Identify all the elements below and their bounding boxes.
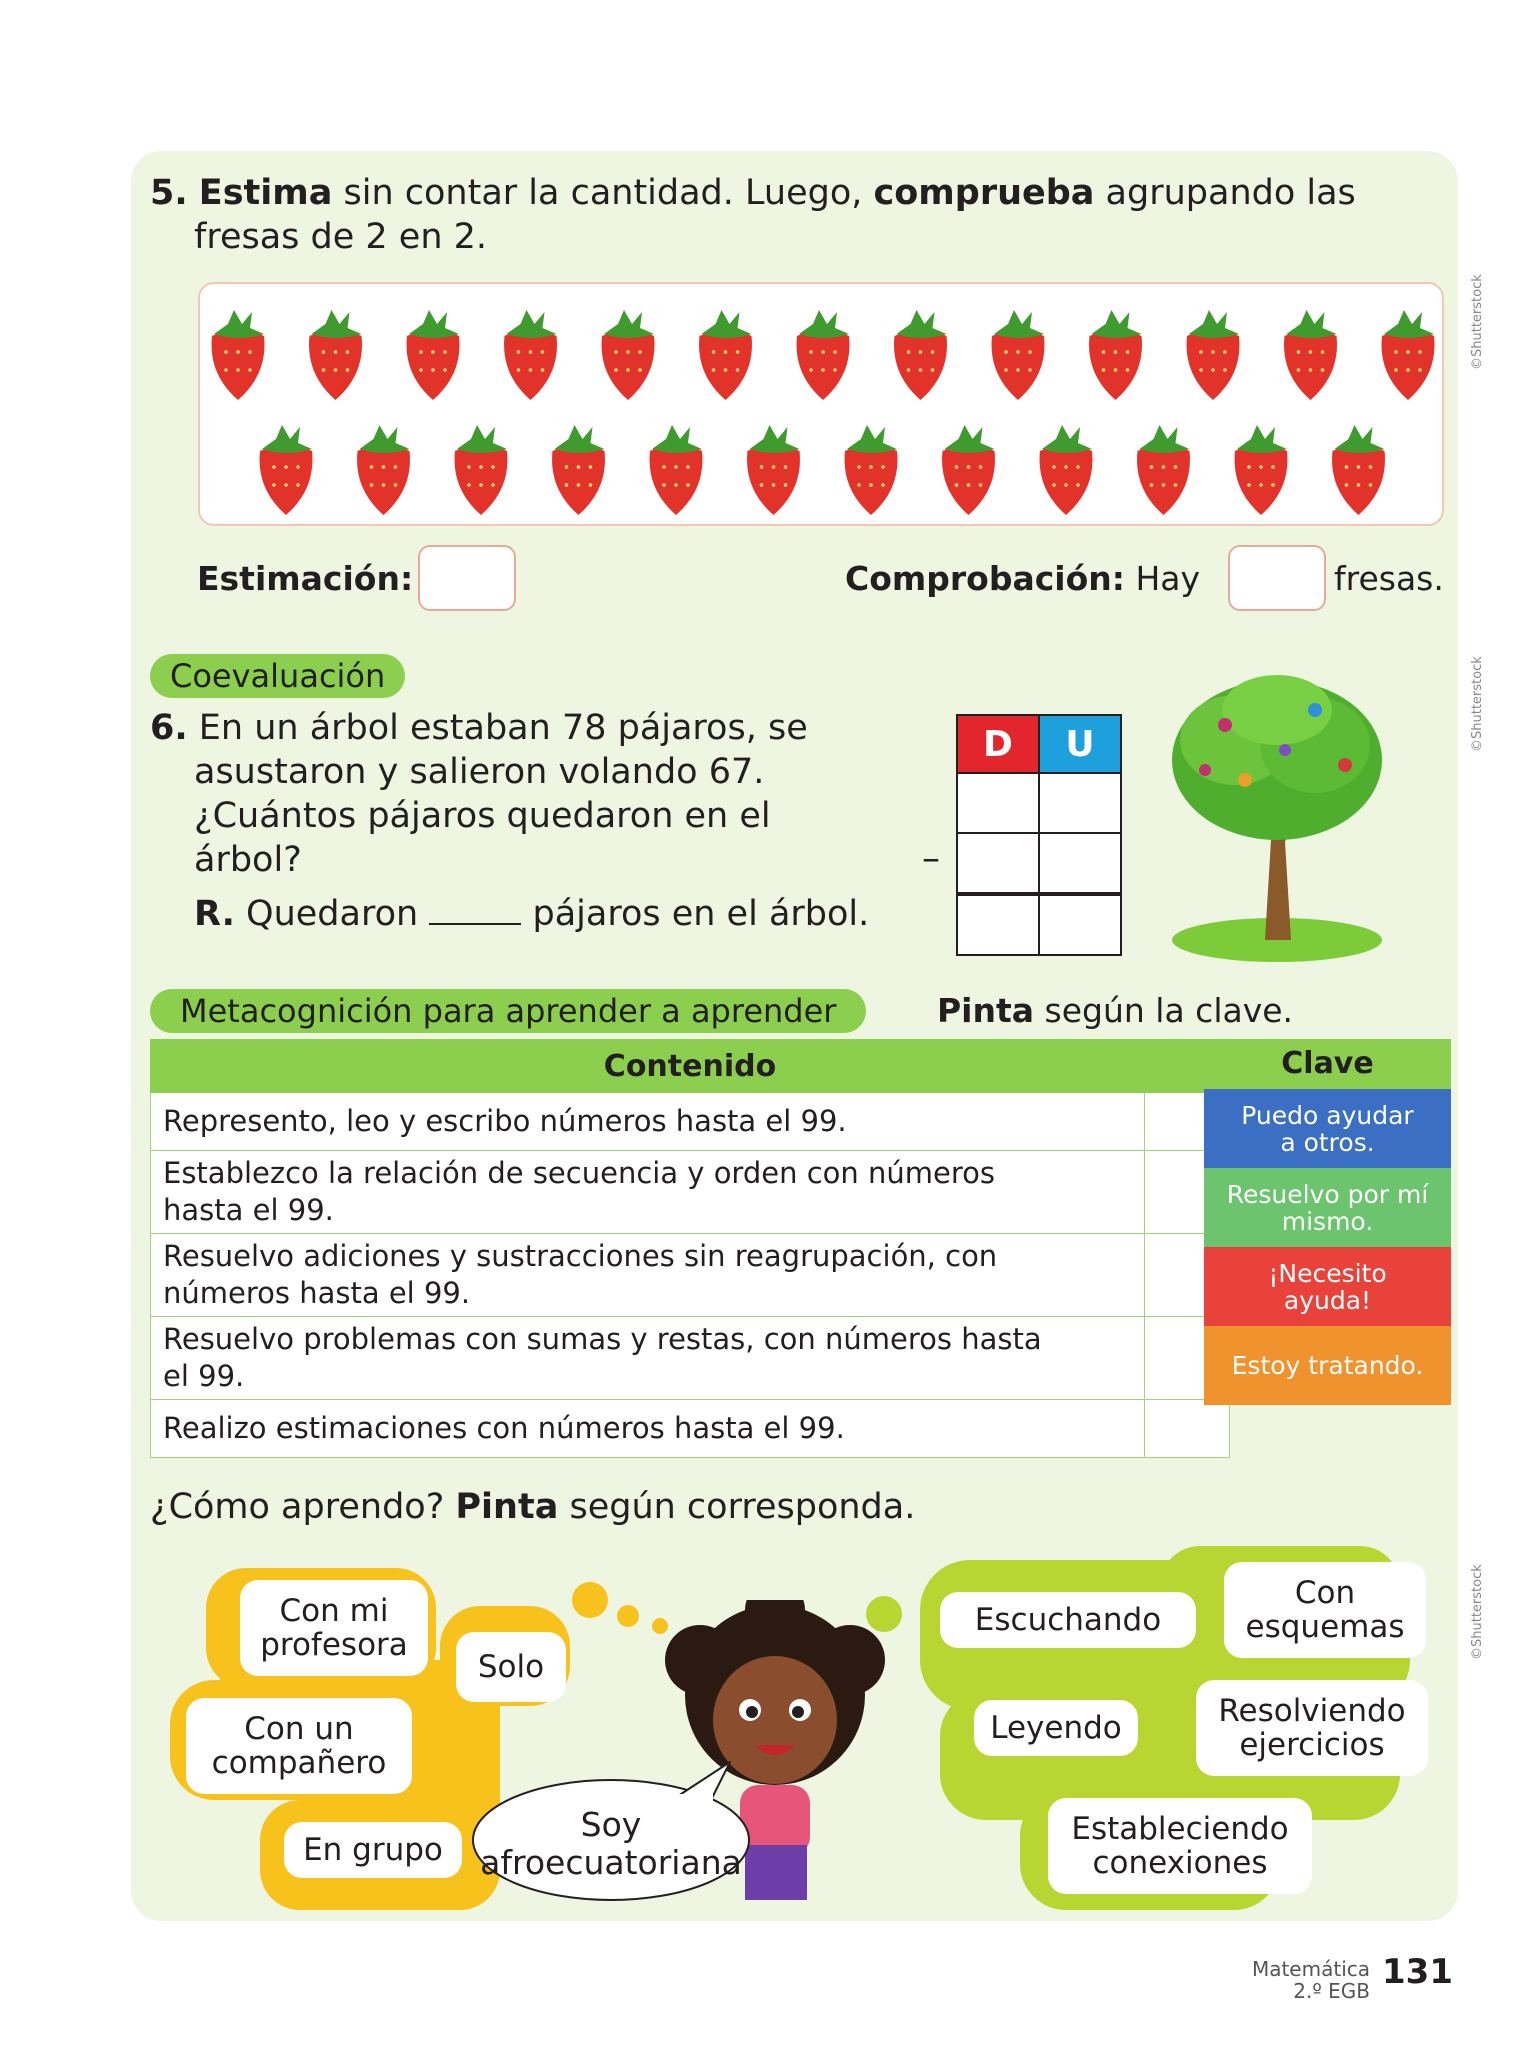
strawberry-icon bbox=[797, 310, 850, 400]
strawberry-icon bbox=[894, 310, 947, 400]
bubble-text: Solo bbox=[477, 1649, 545, 1685]
text-span: según la clave. bbox=[1034, 991, 1294, 1030]
tree-illustration bbox=[1165, 670, 1390, 970]
option-en-grupo[interactable] bbox=[284, 1822, 462, 1878]
photo-credit: ©Shutterstock bbox=[1470, 274, 1485, 370]
strawberry-icon bbox=[650, 425, 703, 515]
footer-subject bbox=[1220, 1958, 1370, 2002]
bubble-text: Con bbox=[1294, 1575, 1356, 1611]
option-con-mi-profesora[interactable] bbox=[240, 1580, 428, 1676]
cell-input[interactable] bbox=[1039, 773, 1121, 833]
strawberry-icon bbox=[845, 425, 898, 515]
question-number: 5. bbox=[150, 173, 188, 213]
check-answer-box[interactable] bbox=[1228, 545, 1326, 611]
text-line: ¿Cuántos pájaros quedaron en el bbox=[194, 796, 771, 836]
strawberry-icon bbox=[1284, 310, 1337, 400]
text-span: fresas de 2 en 2. bbox=[194, 217, 488, 257]
row-text: Establezco la relación de secuencia y orden con números bbox=[163, 1156, 995, 1190]
bubble-text: Escuchando bbox=[974, 1602, 1162, 1638]
text-line: En un árbol estaban 78 pájaros, se bbox=[198, 708, 808, 748]
key-text: Puedo ayudar bbox=[1241, 1100, 1414, 1130]
bubble-text: Estableciendo bbox=[1071, 1811, 1289, 1847]
strawberries-illustration bbox=[200, 284, 1442, 524]
text-span: según corresponda. bbox=[558, 1487, 916, 1527]
row-text: el 99. bbox=[163, 1359, 245, 1393]
cell-input[interactable] bbox=[957, 773, 1039, 833]
option-resolviendo-ejercicios[interactable] bbox=[1196, 1680, 1428, 1776]
answer-text: pájaros en el árbol. bbox=[532, 894, 870, 934]
column-d-header: D bbox=[957, 715, 1039, 773]
strawberry-icon bbox=[1137, 425, 1190, 515]
clave-key bbox=[1204, 1039, 1451, 1405]
footer-subject-name: Matemática bbox=[1251, 1957, 1370, 1981]
key-text: Estoy tratando. bbox=[1231, 1351, 1424, 1380]
row-text: Represento, leo y escribo números hasta el 99. bbox=[163, 1104, 847, 1138]
check-sentence bbox=[845, 559, 1200, 598]
bubble-text: ejercicios bbox=[1239, 1727, 1385, 1763]
du-place-value-table bbox=[956, 714, 1122, 956]
question-6-text bbox=[150, 706, 910, 936]
bubble-text: Con mi bbox=[279, 1593, 389, 1629]
bubble-text: compañero bbox=[211, 1745, 387, 1781]
strawberry-icon bbox=[602, 310, 655, 400]
answer-r: R. bbox=[194, 894, 235, 934]
text-span: ¿Cómo aprendo? bbox=[150, 1487, 456, 1527]
cell-result[interactable] bbox=[957, 894, 1039, 955]
key-text: a otros. bbox=[1280, 1127, 1375, 1157]
contenido-header: Contenido bbox=[151, 1040, 1230, 1093]
option-escuchando[interactable] bbox=[940, 1592, 1196, 1648]
clave-header: Clave bbox=[1204, 1039, 1451, 1089]
footer-grade: 2.º EGB bbox=[1293, 1979, 1370, 2003]
clave-item-solve-alone bbox=[1204, 1168, 1451, 1247]
bubble-text: Leyendo bbox=[990, 1710, 1122, 1746]
question-5-text bbox=[150, 171, 1410, 259]
bold-verb: comprueba bbox=[873, 173, 1095, 213]
contenido-row-1 bbox=[151, 1093, 1145, 1151]
speech-bubble-text bbox=[472, 1806, 750, 1882]
clave-item-trying bbox=[1204, 1326, 1451, 1405]
coevaluacion-pill: Coevaluación bbox=[150, 654, 405, 698]
paint-box[interactable] bbox=[1145, 1400, 1230, 1458]
row-text: hasta el 99. bbox=[163, 1193, 334, 1227]
bubble-text: profesora bbox=[260, 1627, 408, 1663]
key-text: Resuelvo por mí bbox=[1226, 1179, 1429, 1209]
minus-sign: – bbox=[922, 838, 940, 879]
check-end-word: fresas. bbox=[1334, 559, 1444, 598]
estimation-label: Estimación: bbox=[197, 559, 414, 598]
text-line: asustaron y salieron volando 67. bbox=[194, 752, 765, 792]
bubble-text: conexiones bbox=[1092, 1845, 1268, 1881]
bold-verb: Pinta bbox=[455, 1487, 559, 1527]
strawberry-icon bbox=[699, 310, 752, 400]
contenido-row-4 bbox=[151, 1317, 1145, 1400]
key-text: ayuda! bbox=[1283, 1285, 1372, 1315]
check-label: Comprobación: bbox=[845, 559, 1125, 598]
como-aprendo-instruction bbox=[150, 1487, 915, 1527]
strawberry-icon bbox=[1235, 425, 1288, 515]
text-span: sin contar la cantidad. Luego, bbox=[332, 173, 874, 213]
option-con-esquemas[interactable] bbox=[1224, 1562, 1426, 1658]
option-estableciendo-conexiones[interactable] bbox=[1048, 1798, 1312, 1894]
clave-item-help-others bbox=[1204, 1089, 1451, 1168]
row-text: números hasta el 99. bbox=[163, 1276, 471, 1310]
photo-credit: ©Shutterstock bbox=[1470, 656, 1485, 752]
row-text: Resuelvo problemas con sumas y restas, con números hasta bbox=[163, 1322, 1042, 1356]
strawberry-icon bbox=[552, 425, 605, 515]
bubble-text: Resolviendo bbox=[1218, 1693, 1406, 1729]
strawberry-icon bbox=[747, 425, 800, 515]
bubble-text: Con un bbox=[244, 1711, 354, 1747]
strawberry-icon bbox=[942, 425, 995, 515]
row-text: Realizo estimaciones con números hasta el 99. bbox=[163, 1411, 845, 1445]
question-number: 6. bbox=[150, 708, 188, 748]
strawberry-icon bbox=[1187, 310, 1240, 400]
strawberry-icon bbox=[1040, 425, 1093, 515]
check-hay: Hay bbox=[1135, 559, 1201, 598]
contenido-row-3 bbox=[151, 1234, 1145, 1317]
contenido-row-2 bbox=[151, 1151, 1145, 1234]
contenido-table bbox=[150, 1039, 1230, 1458]
strawberry-icon bbox=[309, 310, 362, 400]
strawberry-icon bbox=[1382, 310, 1435, 400]
metacognicion-pill: Metacognición para aprender a aprender bbox=[150, 989, 866, 1033]
strawberry-icon bbox=[357, 425, 410, 515]
bubble-text: esquemas bbox=[1245, 1609, 1405, 1645]
text-span: agrupando las bbox=[1094, 173, 1356, 213]
option-leyendo[interactable] bbox=[974, 1700, 1138, 1756]
text-line: árbol? bbox=[194, 840, 302, 880]
answer-text: Quedaron bbox=[246, 894, 419, 934]
contenido-row-5 bbox=[151, 1400, 1145, 1458]
page-number: 131 bbox=[1382, 1952, 1453, 1992]
strawberry-icon bbox=[504, 310, 557, 400]
option-con-un-companero[interactable] bbox=[186, 1698, 412, 1794]
strawberries-frame bbox=[198, 282, 1444, 526]
strawberry-icon bbox=[455, 425, 508, 515]
speech-line: Soy bbox=[580, 1805, 642, 1844]
cell-input[interactable] bbox=[1039, 833, 1121, 894]
column-u-header: U bbox=[1039, 715, 1121, 773]
strawberry-icon bbox=[212, 310, 265, 400]
option-solo[interactable] bbox=[456, 1632, 566, 1702]
bold-verb: Estima bbox=[198, 173, 333, 213]
bubble-text: En grupo bbox=[303, 1832, 443, 1868]
bold-verb: Pinta bbox=[937, 991, 1035, 1030]
cell-result[interactable] bbox=[1039, 894, 1121, 955]
strawberry-icon bbox=[260, 425, 313, 515]
row-text: Resuelvo adiciones y sustracciones sin reagrupación, con bbox=[163, 1239, 998, 1273]
key-text: mismo. bbox=[1281, 1206, 1374, 1236]
key-text: ¡Necesito bbox=[1268, 1258, 1387, 1288]
photo-credit: ©Shutterstock bbox=[1470, 1564, 1485, 1660]
strawberry-icon bbox=[992, 310, 1045, 400]
strawberry-icon bbox=[407, 310, 460, 400]
clave-item-need-help bbox=[1204, 1247, 1451, 1326]
estimation-answer-box[interactable] bbox=[418, 545, 516, 611]
strawberry-icon bbox=[1089, 310, 1142, 400]
metacognicion-instruction bbox=[937, 991, 1293, 1030]
cell-input[interactable] bbox=[957, 833, 1039, 894]
answer-blank[interactable] bbox=[429, 895, 521, 925]
strawberry-icon bbox=[1332, 425, 1385, 515]
speech-line: afroecuatoriana bbox=[480, 1843, 742, 1882]
